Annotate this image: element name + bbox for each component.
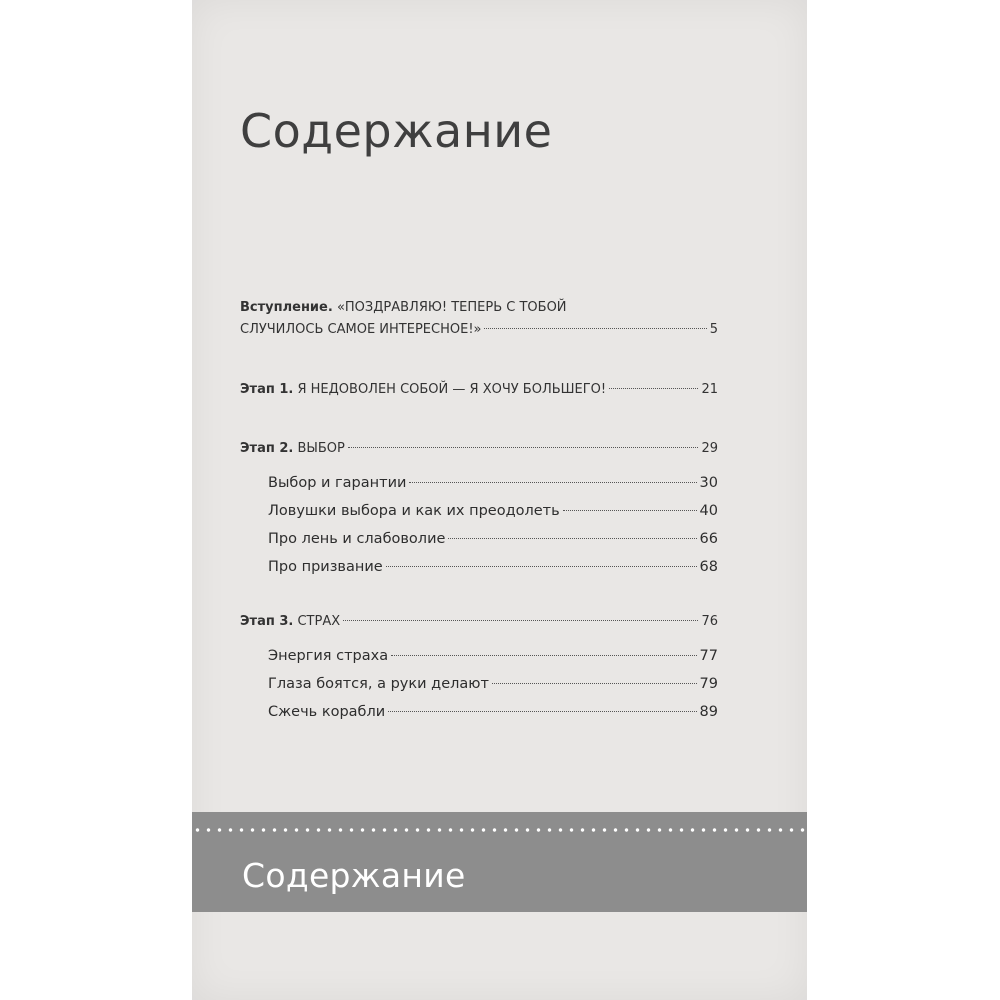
dot-leader	[388, 711, 696, 712]
dot-leader	[484, 328, 706, 329]
toc-intro-line1	[240, 300, 567, 315]
dot-leader	[609, 388, 698, 389]
book-page	[192, 0, 807, 1000]
toc-page-number: 5	[709, 322, 718, 337]
toc-subentry-label: Глаза боятся, а руки делают	[268, 676, 489, 692]
toc-subentry-label: Ловушки выбора и как их преодолеть	[268, 503, 560, 519]
toc-page-number: 76	[701, 614, 718, 629]
toc-subentry[interactable]	[268, 531, 718, 547]
toc-subentry[interactable]	[268, 648, 718, 664]
toc-page-number: 89	[699, 704, 718, 720]
toc-subentry-label: Про лень и слабоволие	[268, 531, 446, 547]
toc-subentry[interactable]	[268, 475, 718, 491]
toc-stage-prefix: Этап 2.	[240, 441, 294, 456]
dot-leader	[391, 655, 696, 656]
toc-subentry[interactable]	[268, 676, 718, 692]
page-title: Содержание	[240, 104, 553, 158]
toc-entry-stage-1[interactable]	[240, 382, 718, 397]
dot-leader	[409, 482, 696, 483]
toc-intro-prefix: Вступление.	[240, 300, 333, 315]
toc-page-number: 77	[699, 648, 718, 664]
toc-entry-stage-2[interactable]	[240, 441, 718, 456]
dot-leader	[492, 683, 697, 684]
dot-leader	[386, 566, 697, 567]
toc-subentry[interactable]	[268, 503, 718, 519]
toc-page-number: 21	[701, 382, 718, 397]
footer-title: Содержание	[242, 856, 466, 895]
toc-page-number: 68	[699, 559, 718, 575]
toc-subentry[interactable]	[268, 704, 718, 720]
toc-page-number: 40	[699, 503, 718, 519]
dotted-divider	[192, 828, 807, 832]
toc-intro-title-line2: СЛУЧИЛОСЬ САМОЕ ИНТЕРЕСНОЕ!»	[240, 322, 482, 337]
toc-stage-title: Я НЕДОВОЛЕН СОБОЙ — Я ХОЧУ БОЛЬШЕГО!	[297, 382, 607, 397]
toc-page-number: 79	[699, 676, 718, 692]
toc-subentry-label: Про призвание	[268, 559, 383, 575]
toc-stage-prefix: Этап 1.	[240, 382, 294, 397]
toc-page-number: 66	[699, 531, 718, 547]
toc-stage-prefix: Этап 3.	[240, 614, 294, 629]
dot-leader	[448, 538, 696, 539]
toc-page-number: 30	[699, 475, 718, 491]
toc-subentry-label: Сжечь корабли	[268, 704, 386, 720]
dot-leader	[343, 620, 698, 621]
toc-page-number: 29	[701, 441, 718, 456]
dot-leader	[563, 510, 697, 511]
toc-intro-title-line1: «ПОЗДРАВЛЯЮ! ТЕПЕРЬ С ТОБОЙ	[336, 300, 567, 315]
dot-leader	[348, 447, 699, 448]
toc-subentry[interactable]	[268, 559, 718, 575]
footer-band	[192, 812, 807, 912]
toc-entry-intro[interactable]	[240, 322, 718, 337]
toc-entry-stage-3[interactable]	[240, 614, 718, 629]
toc-subentry-label: Энергия страха	[268, 648, 389, 664]
toc-stage-title: СТРАХ	[297, 614, 341, 629]
toc-subentry-label: Выбор и гарантии	[268, 475, 407, 491]
toc-stage-title: ВЫБОР	[297, 441, 345, 456]
